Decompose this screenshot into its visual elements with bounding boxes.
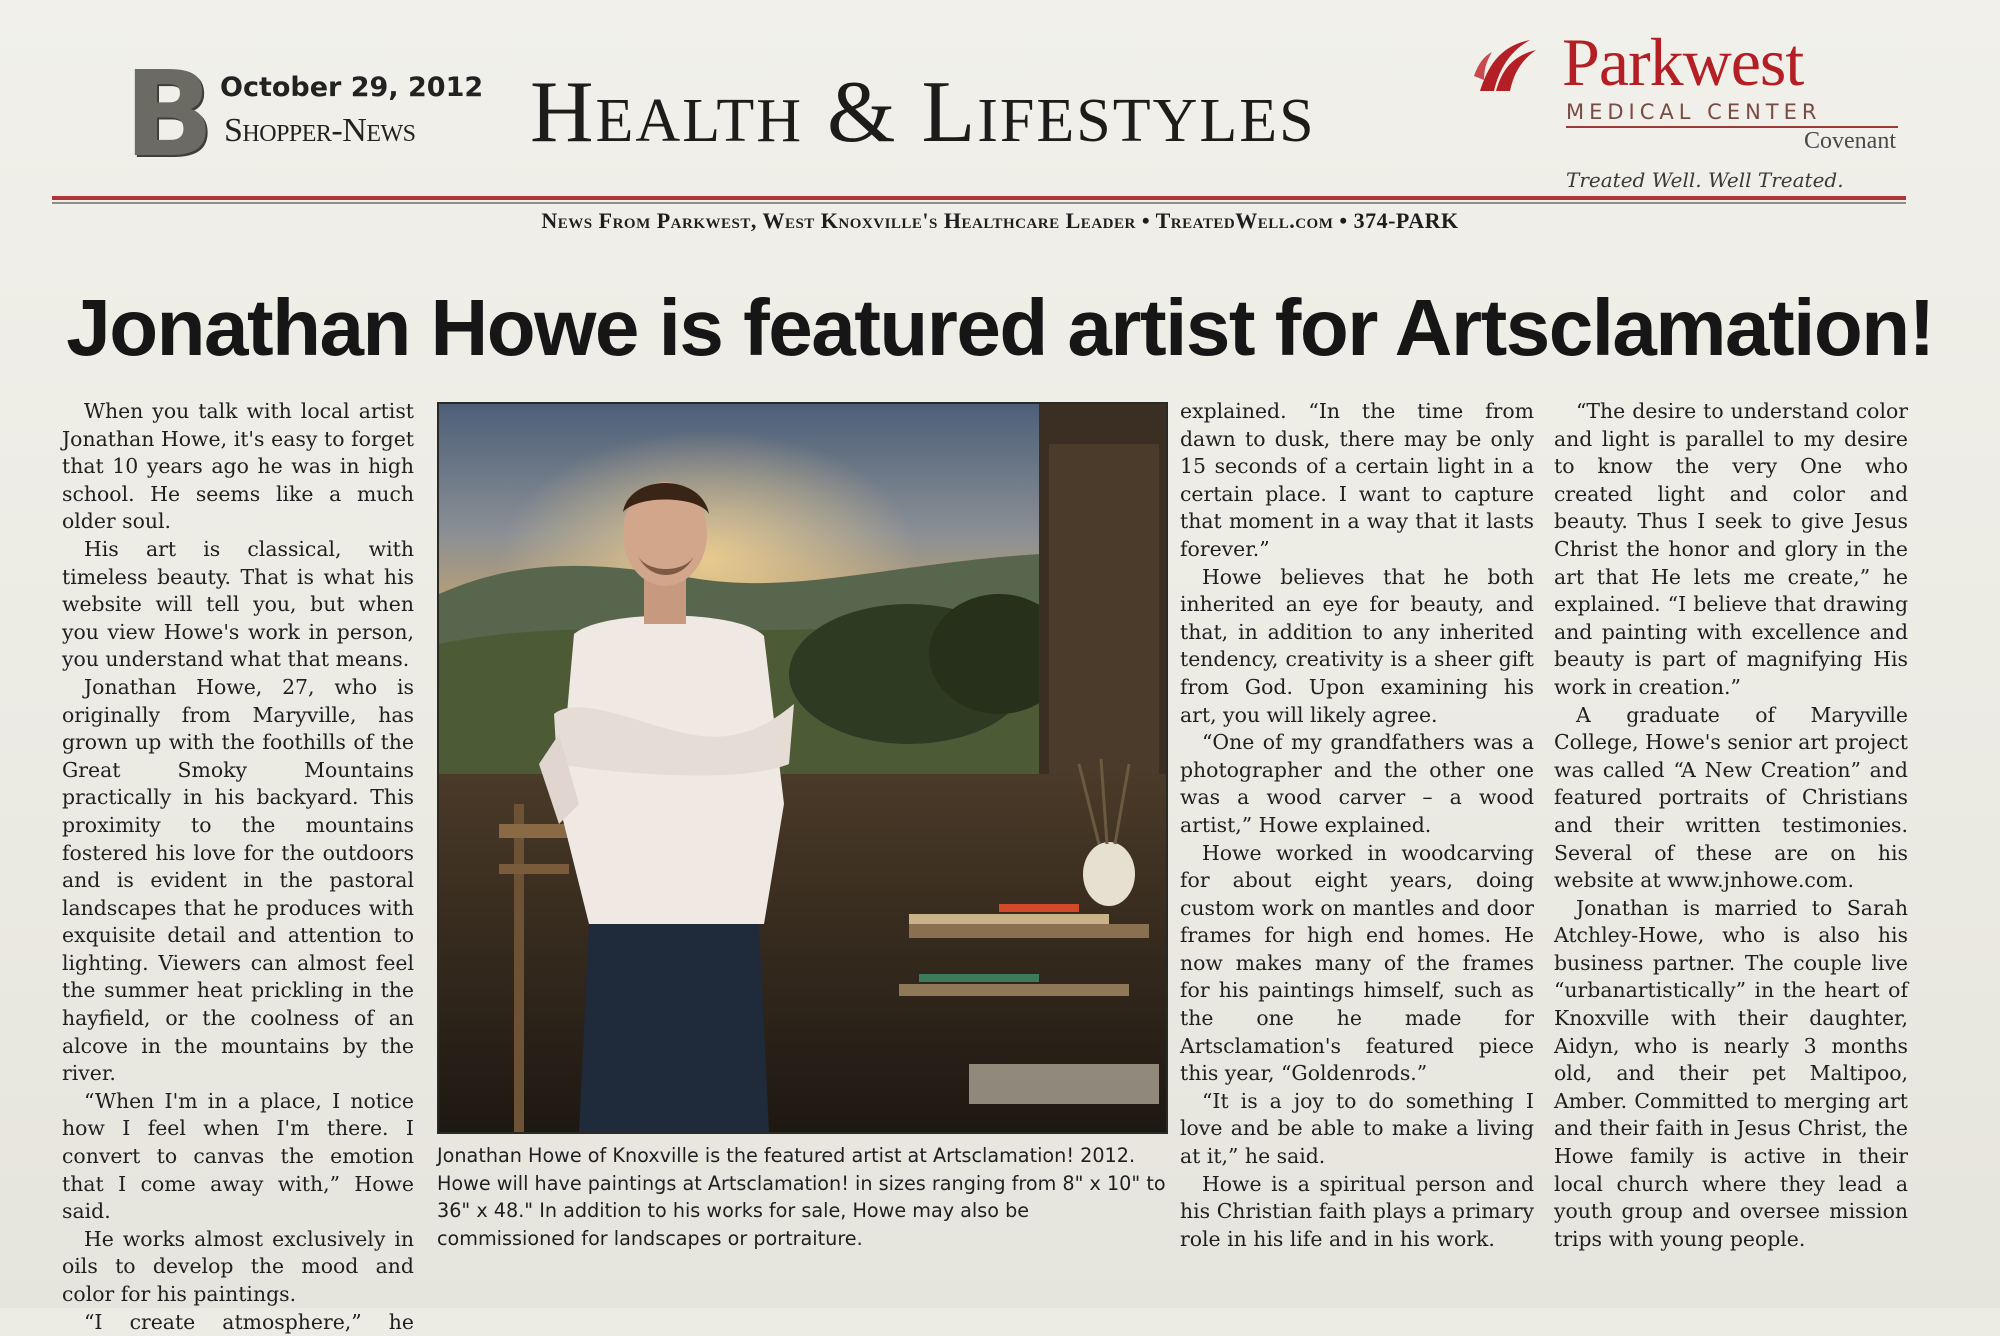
- paper-name: Shopper-News: [224, 112, 416, 149]
- sponsor-tagline: Treated Well. Well Treated.: [1566, 168, 1844, 192]
- paragraph: Howe is a spiritual person and his Christian faith plays a primary role in his life and in his work.: [1180, 1171, 1534, 1251]
- paragraph: Howe worked in woodcarving for about eight years, doing custom work on mantles and door frames for high end homes. He now makes many of the frames for his paintings himself, such as the one he made for Artsclamation's featured piece this year, “Goldenrods.”: [1180, 840, 1534, 1086]
- paragraph: explained. “In the time from dawn to dusk, there may be only 15 seconds of a certain light in a certain place. I want to capture that moment in a way that it lasts forever.”: [1180, 399, 1534, 561]
- sponsor-parent: Covenant: [1804, 128, 1896, 154]
- header-rule-thin: [52, 202, 1906, 204]
- paragraph: “It is a joy to do something I love and be able to make a living at it,” he said.: [1180, 1088, 1534, 1169]
- paragraph: Jonathan Howe, 27, who is originally from Maryville, has grown up with the foothills of the Great Smoky Mountains practically in his backyard. This proximity to the mountains fostered his love for the outdoors and is evident in the pastoral landscapes that he produces with exquisite detail and attention to lighting. Viewers can almost feel the summer heat prickling in the hayfield, or the coolness of an alcove in the mountains by the river.: [62, 674, 414, 1086]
- tagline-bar: News From Parkwest, West Knoxville's Healthcare Leader • TreatedWell.com • 374-PARK: [541, 208, 1459, 233]
- header-rule: [52, 196, 1906, 200]
- paragraph: Jonathan is married to Sarah Atchley-Howe, who is also his business partner. The couple live “urbanartistically” in the heart of Knoxville with their daughter, Aidyn, who is nearly 3 months old, and their pet Maltipoo, Amber. Committed to merging art and their faith in Jesus Christ, the Howe family is active in their local church where they lead a youth group and oversee mission trips with young people.: [1554, 895, 1908, 1251]
- paragraph: When you talk with local artist Jonathan Howe, it's easy to forget that 10 years ago he was in high school. He seems like a much older soul.: [62, 399, 414, 534]
- photo-caption: Jonathan Howe of Knoxville is the featured artist at Artsclamation! 2012. Howe will have paintings at Artsclamation! in sizes ranging from 8" x 10" to 36" x 48." In addition to his works for sale, Howe may also be commissioned for landscapes or portraiture.: [437, 1144, 1166, 1250]
- paragraph: “When I'm in a place, I notice how I feel when I'm there. I convert to canvas the emotion that I come away with,” Howe said.: [62, 1088, 414, 1224]
- section-title: Health & Lifestyles: [530, 64, 1316, 161]
- paragraph: A graduate of Maryville College, Howe's senior art project was called “A New Creation” and featured portraits of Christians and their written testimonies. Several of these are on his website at www.jnhowe.com.: [1554, 702, 1908, 893]
- article-headline: Jonathan Howe is featured artist for Artsclamation!: [66, 283, 1934, 372]
- article-column-4: [1554, 398, 1908, 1253]
- parkwest-logo-icon: [1470, 36, 1540, 96]
- paragraph: “I create atmosphere,” he: [84, 1309, 414, 1334]
- artist-photo-illustration: [439, 404, 1166, 1132]
- article-column-3: [1180, 398, 1534, 1253]
- paragraph: His art is classical, with timeless beauty. That is what his website will tell you, but when you view Howe's work in person, you understand what that means.: [62, 536, 414, 672]
- article-column-1: [62, 398, 414, 1336]
- sponsor-block: [1470, 18, 1910, 192]
- sponsor-subtitle: MEDICAL CENTER: [1566, 100, 1898, 128]
- paragraph: “One of my grandfathers was a photographer and the other one was a wood carver – a wood artist,” Howe explained.: [1180, 730, 1534, 837]
- paragraph: He works almost exclusively in oils to develop the mood and color for his paintings.: [62, 1226, 414, 1306]
- paragraph: “The desire to understand color and light is parallel to my desire to know the very One who created light and color and beauty. Thus I seek to give Jesus Christ the honor and glory in the art that He lets me create,” he explained. “I believe that drawing and painting with excellence and beauty is part of magnifying His work in creation.”: [1554, 399, 1908, 699]
- sponsor-name: Parkwest: [1562, 24, 1804, 100]
- section-letter: B: [124, 45, 214, 183]
- paragraph: Howe believes that he both inherited an eye for beauty, and that, in addition to any inherited tendency, creativity is a sheer gift from God. Upon examining his art, you will likely agree.: [1180, 564, 1534, 727]
- artist-photo: [437, 402, 1168, 1134]
- issue-date: October 29, 2012: [220, 72, 484, 103]
